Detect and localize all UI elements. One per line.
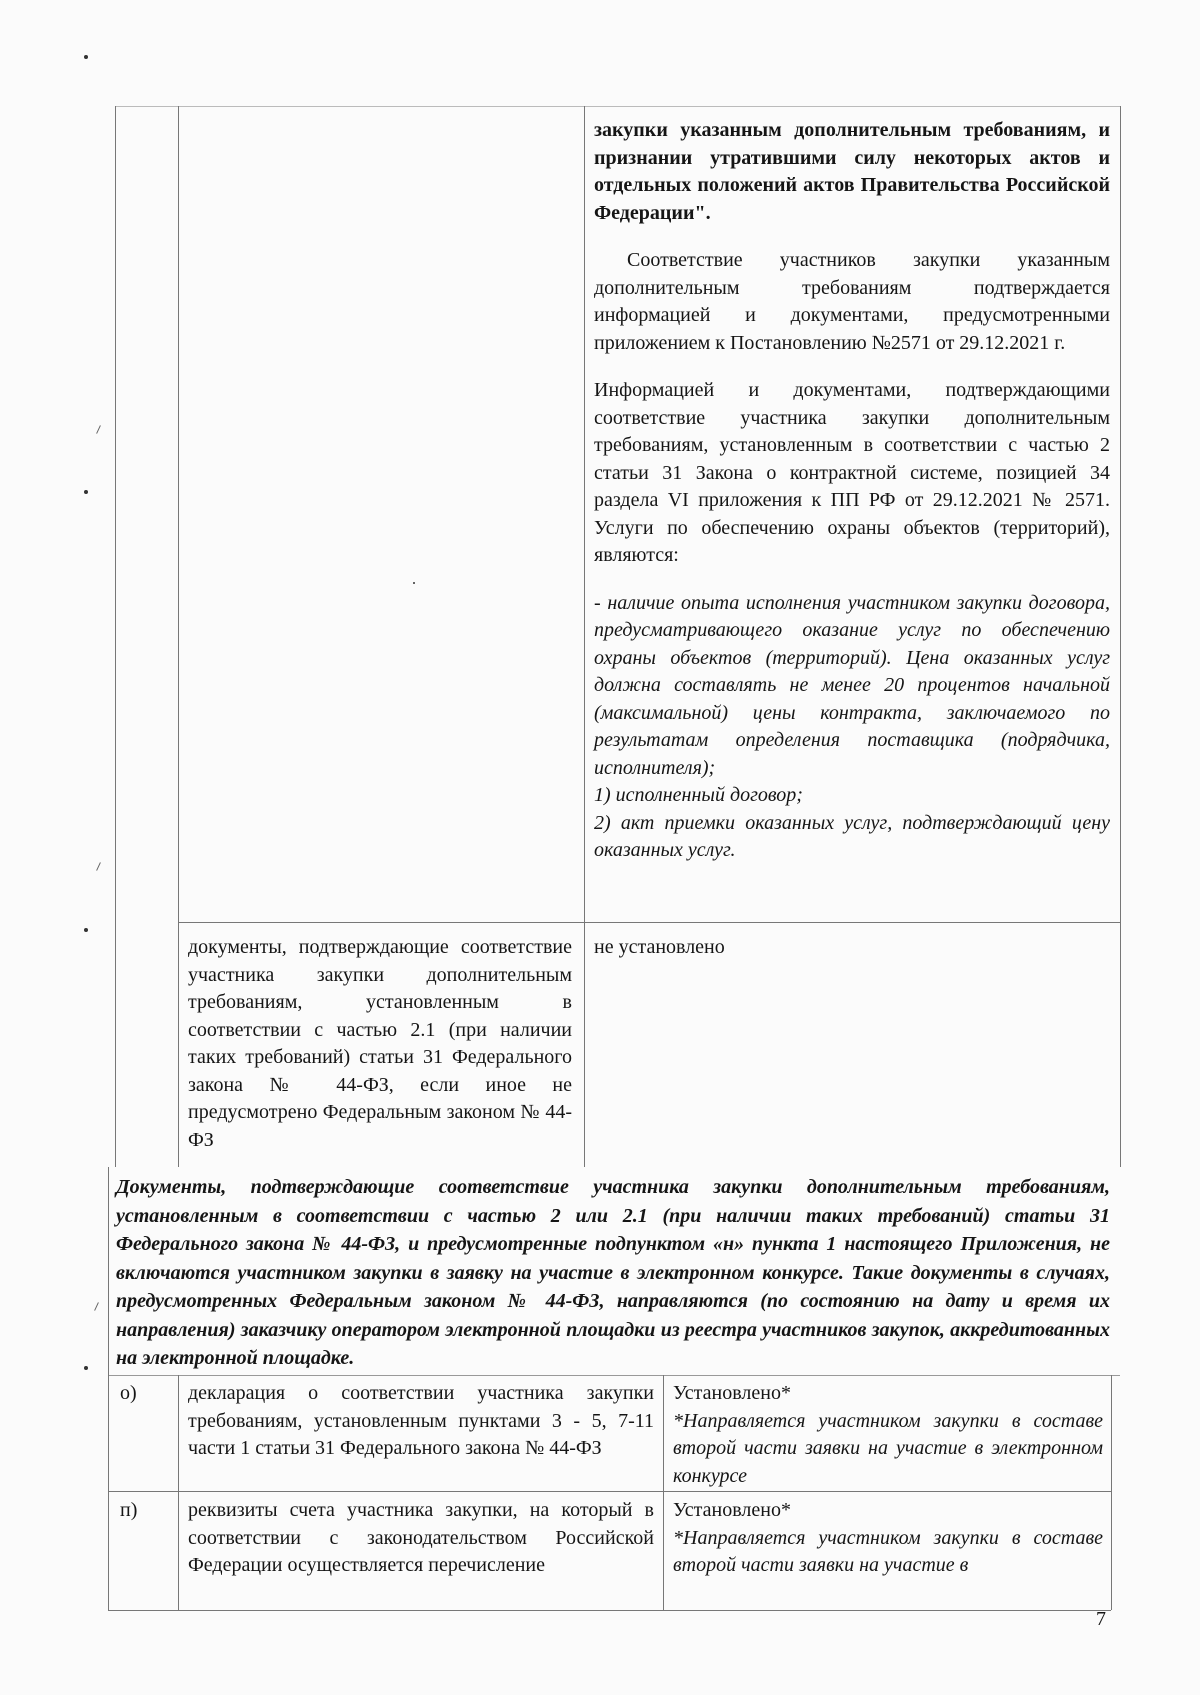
- note-left-border: [108, 1167, 109, 1375]
- scan-speck: [413, 582, 415, 584]
- document-item: 2) акт приемки оказанных услуг, подтверждающий цену оказанных услуг.: [594, 811, 1110, 861]
- table-bottom-border: [108, 1610, 1111, 1611]
- compliance-paragraph: Соответствие участников закупки указанным дополнительным требованиям подтверждается информацией и документами, предусмотренными приложением к Постановлению №2571 от 29.12.2021 г.: [594, 249, 1110, 354]
- table-left-border: [115, 106, 116, 1167]
- scan-speck: [84, 55, 88, 59]
- row-description: документы, подтверждающие соответствие участника закупки дополнительным требованиям, установленным в соответствии с частью 2.1 (при наличии таких требований) статьи 31 Федерального закона № 44-ФЗ, если иное не предусмотрено Федеральным законом № 44-ФЗ: [188, 936, 572, 1151]
- experience-requirement: - наличие опыта исполнения участником закупки договора, предусматривающего оказание услуг по обеспечению охраны объектов (территорий). Цена оказанных услуг должна составлять не менее 20 процентов начальной (максимальной) цены контракта, заключаемого по результатам определения поставщика (подрядчика, исполнителя);: [594, 591, 1110, 779]
- row-remark: *Направляется участником закупки в составе второй части заявки на участие в электронном конкурсе: [673, 1409, 1103, 1487]
- scan-speck: [84, 490, 88, 494]
- table-col2-border: [663, 1375, 664, 1610]
- page-number: 7: [1096, 1608, 1106, 1630]
- row-letter: о): [120, 1382, 137, 1404]
- documents-paragraph: Информацией и документами, подтверждающими соответствие участника закупки дополнительным требованиям, установленным в соответствии с частью 2 статьи 31 Закона о контрактной системе, позицией 34 раздела VI приложения к ПП РФ от 29.12.2021 № 2571. Услуги по обеспечению охраны объектов (территорий), являются:: [594, 379, 1110, 566]
- regulation-title-tail: закупки указанным дополнительным требованиям, и признании утратившими силу некоторых актов и отдельных положений актов Правительства Российской Федерации".: [594, 119, 1110, 224]
- continuation-cell: [594, 117, 1110, 865]
- row-description: реквизиты счета участника закупки, на который в соответствии с законодательством Российской Федерации осуществляется перечисление: [188, 1499, 654, 1576]
- table-left-border: [108, 1375, 109, 1610]
- table-col1-border: [178, 1375, 179, 1610]
- scan-speck: [96, 425, 101, 434]
- table-top-border: [115, 106, 1120, 107]
- scan-speck: [84, 1366, 88, 1370]
- note-paragraph: Документы, подтверждающие соответствие участника закупки дополнительным требованиям, установленным в соответствии с частью 2 или 2.1 (при наличии таких требований) статьи 31 Федерального закона № 44-ФЗ, и предусмотренные подпунктом «н» пункта 1 настоящего Приложения, не включаются участником закупки в заявку на участие в электронном конкурсе. Такие документы в случаях, предусмотренных Федеральным законом № 44-ФЗ, направляются (по состоянию на дату и время их направления) заказчику оператором электронной площадки из реестра участников закупок, аккредитованных на электронной площадке.: [116, 1176, 1110, 1369]
- note-bottom-border: [108, 1375, 1120, 1376]
- row-divider: [178, 922, 1120, 923]
- scan-speck: [94, 1302, 99, 1311]
- scan-speck: [96, 862, 101, 871]
- row-value: не установлено: [594, 936, 725, 958]
- row-letter: п): [120, 1499, 138, 1521]
- row-status: Установлено*: [673, 1499, 791, 1521]
- row-remark: *Направляется участником закупки в составе второй части заявки на участие в: [673, 1526, 1103, 1576]
- table-right-border: [1120, 106, 1121, 1167]
- row-description: декларация о соответствии участника закупки требованиям, установленным пунктами 3 - 5, 7-11 части 1 статьи 31 Федерального закона № 44-ФЗ: [188, 1382, 654, 1459]
- row-status-cell: [673, 1380, 1103, 1490]
- row-status: Установлено*: [673, 1382, 791, 1404]
- table-col2-border: [584, 106, 585, 1167]
- document-item: 1) исполненный договор;: [594, 784, 803, 806]
- table-col1-border: [178, 106, 179, 1167]
- scan-speck: [84, 928, 88, 932]
- row-divider: [108, 1491, 1111, 1492]
- row-status-cell: [673, 1497, 1103, 1580]
- table-right-border: [1111, 1375, 1112, 1610]
